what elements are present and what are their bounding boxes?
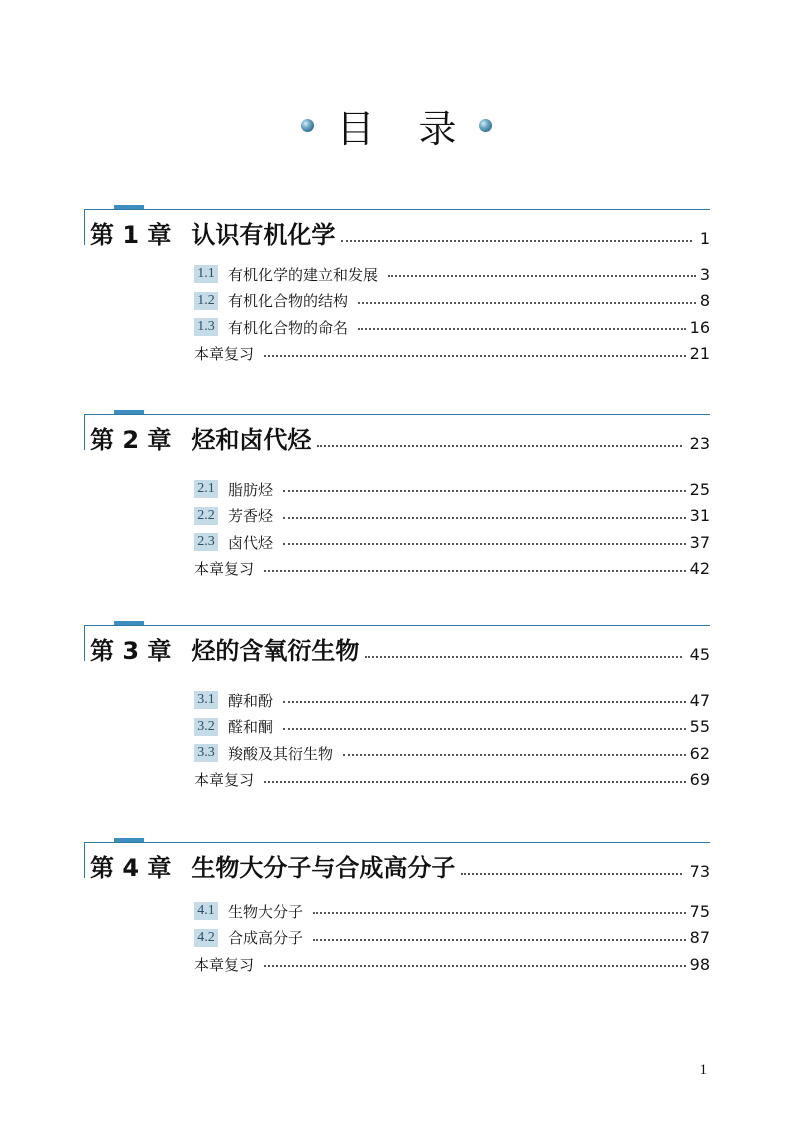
dot-leader (358, 328, 686, 330)
section-page: 16 (689, 317, 710, 337)
toc-section-3-3[interactable] (194, 740, 710, 767)
section-page: 31 (689, 506, 710, 526)
chapter-heading[interactable] (84, 625, 710, 671)
dot-leader (264, 781, 686, 783)
section-page: 3 (699, 264, 710, 284)
section-number: 3.2 (194, 718, 218, 736)
section-number: 2.1 (194, 480, 218, 498)
section-title: 卤代烃 (228, 533, 274, 552)
chapter-title: 认识有机化学 (191, 221, 336, 249)
toc-section-2-1[interactable] (194, 476, 710, 503)
toc-chapter-review[interactable] (194, 556, 710, 583)
chapter-title: 烃和卤代烃 (191, 426, 312, 454)
section-title: 本章复习 (194, 771, 255, 790)
section-title: 脂肪烃 (228, 480, 274, 499)
section-number: 4.2 (194, 929, 218, 947)
toc-chapter-review[interactable] (194, 767, 710, 794)
section-title: 本章复习 (194, 345, 255, 364)
dot-leader (283, 701, 686, 703)
toc-section-1-3[interactable] (194, 314, 710, 341)
dot-leader (461, 873, 681, 875)
dot-leader (283, 728, 686, 730)
section-title: 生物大分子 (228, 902, 304, 921)
toc-section-3-1[interactable] (194, 687, 710, 714)
dot-leader (341, 240, 691, 242)
section-title: 有机化学的建立和发展 (228, 265, 379, 284)
chapter-heading[interactable] (84, 842, 710, 888)
page-title: 目 录 (336, 106, 473, 151)
section-title: 合成高分子 (228, 929, 304, 948)
toc-title (0, 100, 793, 150)
section-number: 1.2 (194, 292, 218, 310)
dot-leader (317, 445, 681, 447)
dot-leader (264, 570, 686, 572)
toc-section-1-2[interactable] (194, 288, 710, 315)
chapter-page: 45 (689, 645, 710, 664)
toc-section-1-1[interactable] (194, 261, 710, 288)
section-page: 8 (699, 291, 710, 311)
section-number: 3.3 (194, 744, 218, 762)
section-number: 4.1 (194, 902, 218, 920)
section-page: 98 (689, 954, 710, 974)
dot-leader (388, 275, 696, 277)
section-number: 1.1 (194, 265, 218, 283)
chapter-title: 生物大分子与合成高分子 (191, 854, 456, 882)
chapter-heading[interactable] (84, 414, 710, 460)
chapter-1 (84, 209, 710, 367)
page-number: 1 (699, 1062, 707, 1078)
toc-section-4-1[interactable] (194, 898, 710, 925)
dot-leader (313, 939, 686, 941)
chapter-page: 1 (699, 229, 710, 248)
chapter-heading[interactable] (84, 209, 710, 255)
chapter-number: 第 3 章 (90, 637, 172, 665)
chapter-4 (84, 842, 710, 978)
bullet-dot-icon (301, 119, 314, 132)
chapter-number: 第 4 章 (90, 854, 172, 882)
chapter-page: 73 (689, 862, 710, 881)
section-page: 47 (689, 690, 710, 710)
dot-leader (343, 754, 686, 756)
dot-leader (264, 355, 686, 357)
section-number: 2.2 (194, 507, 218, 525)
section-title: 醛和酮 (228, 718, 274, 737)
chapter-number: 第 2 章 (90, 426, 172, 454)
chapter-number: 第 1 章 (90, 221, 172, 249)
chapter-page: 23 (689, 434, 710, 453)
section-number: 2.3 (194, 533, 218, 551)
chapter-3 (84, 625, 710, 793)
section-title: 羧酸及其衍生物 (228, 744, 334, 763)
section-page: 69 (689, 770, 710, 790)
section-page: 37 (689, 532, 710, 552)
toc-section-4-2[interactable] (194, 925, 710, 952)
section-title: 有机化合物的命名 (228, 318, 349, 337)
section-page: 21 (689, 344, 710, 364)
chapter-2 (84, 414, 710, 582)
section-page: 42 (689, 559, 710, 579)
dot-leader (283, 517, 686, 519)
dot-leader (313, 912, 686, 914)
dot-leader (283, 543, 686, 545)
section-number: 1.3 (194, 318, 218, 336)
chapter-title: 烃的含氧衍生物 (191, 637, 360, 665)
dot-leader (365, 656, 681, 658)
toc-section-2-3[interactable] (194, 529, 710, 556)
section-number: 3.1 (194, 691, 218, 709)
dot-leader (264, 965, 686, 967)
bullet-dot-icon (479, 119, 492, 132)
section-page: 25 (689, 479, 710, 499)
section-title: 醇和酚 (228, 691, 274, 710)
section-page: 75 (689, 901, 710, 921)
dot-leader (283, 490, 686, 492)
section-page: 55 (689, 717, 710, 737)
section-title: 本章复习 (194, 955, 255, 974)
toc-chapter-review[interactable] (194, 951, 710, 978)
section-title: 本章复习 (194, 560, 255, 579)
dot-leader (358, 302, 696, 304)
section-title: 有机化合物的结构 (228, 292, 349, 311)
section-page: 62 (689, 743, 710, 763)
toc-section-3-2[interactable] (194, 714, 710, 741)
toc-section-2-2[interactable] (194, 503, 710, 530)
section-title: 芳香烃 (228, 507, 274, 526)
section-page: 87 (689, 928, 710, 948)
toc-chapter-review[interactable] (194, 341, 710, 368)
